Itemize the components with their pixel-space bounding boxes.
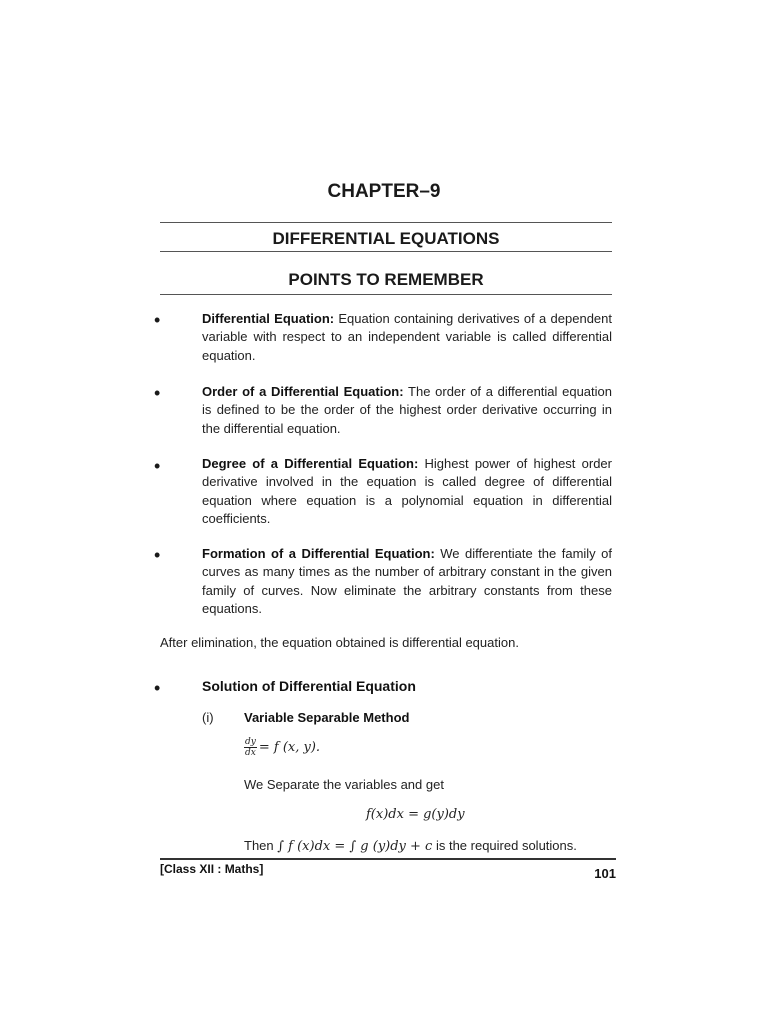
fraction-denominator: dx: [245, 748, 256, 758]
point-text: Equation containing derivatives of a dependent variable with respect to an independent variable is called differential equation.: [202, 311, 612, 363]
point-term: Differential Equation:: [202, 311, 335, 326]
point-term: Degree of a Differential Equation:: [202, 456, 419, 471]
point-term: Formation of a Differential Equation:: [202, 546, 435, 561]
page-number: 101: [594, 866, 616, 881]
chapter-heading: CHAPTER–9: [327, 181, 441, 202]
divider-top: [160, 222, 612, 223]
point-text: We differentiate the family of curves as many times as the number of arbitrary constant in the given family of curves. Now eliminate the arbitrary constants from these equations.: [202, 546, 612, 616]
solution-heading: Solution of Differential Equation: [202, 678, 416, 694]
footer-divider: [160, 858, 616, 860]
section-title: POINTS TO REMEMBER: [288, 270, 484, 289]
equation-dy-dx: [244, 737, 320, 758]
chapter-title: DIFFERENTIAL EQUATIONS: [272, 229, 500, 248]
divider-bottom: [160, 294, 612, 295]
fraction-numerator: dy: [245, 737, 256, 747]
method-name: Variable Separable Method: [244, 710, 410, 725]
bullet-icon: •: [154, 678, 161, 698]
point-term: Order of a Differential Equation:: [202, 384, 404, 399]
then-label: Then: [244, 838, 278, 853]
separate-variables-text: We Separate the variables and get: [244, 777, 444, 792]
point-text: The order of a differential equation is defined to be the order of the highest order derivative occurring in the differential equation.: [202, 384, 612, 436]
divider-middle: [160, 251, 612, 252]
fraction-dy-dx: [244, 737, 257, 758]
equation-integral: ∫ f (x)dx = ∫ g (y)dy + c: [277, 839, 433, 854]
point-order: [202, 383, 612, 438]
bullet-icon: •: [154, 383, 161, 403]
bullet-icon: •: [154, 545, 161, 565]
bullet-icon: •: [154, 310, 161, 330]
bullet-icon: •: [154, 456, 161, 476]
equation-separated: f(x)dx = g(y)dy: [366, 807, 465, 822]
then-suffix: is the required solutions.: [432, 838, 577, 853]
method-number: (i): [202, 710, 214, 725]
equation-rhs: = f (x, y).: [258, 740, 321, 755]
after-elimination-text: After elimination, the equation obtained is differential equation.: [160, 635, 519, 650]
point-formation: [202, 545, 612, 618]
point-differential-equation: [202, 310, 612, 365]
point-text: Highest power of highest order derivative involved in the equation is called degree of differential equation where equation is a polynomial equation in differential coefficients.: [202, 456, 612, 526]
solution-statement: [244, 838, 577, 854]
point-degree: [202, 455, 612, 528]
footer-class-label: [Class XII : Maths]: [160, 862, 264, 876]
